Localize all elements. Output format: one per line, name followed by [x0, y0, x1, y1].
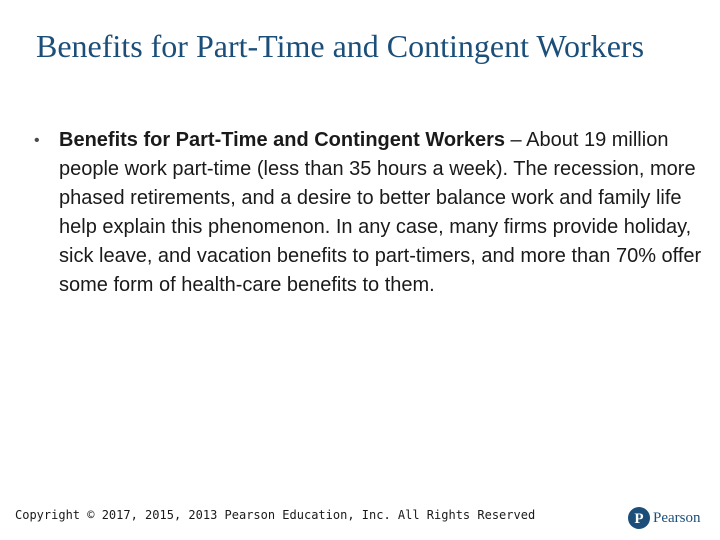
pearson-logo-text: Pearson	[653, 509, 701, 526]
slide-title: Benefits for Part-Time and Contingent Workers	[36, 28, 645, 64]
pearson-logo-icon	[628, 507, 650, 529]
bullet-body-text: – About 19 million people work part-time (less than 35 hours a week). The recession, more phased retirements, and a desire to better balance work and family life help explain this phenomenon. In any case, many firms provide holiday, sick leave, and vacation benefits to part-timers, and more than 70% offer some form of health-care benefits to them.	[59, 129, 702, 296]
bullet-icon: •	[34, 132, 40, 149]
bullet-lead-text: Benefits for Part-Time and Contingent Workers	[59, 129, 505, 151]
copyright-footer: Copyright © 2017, 2015, 2013 Pearson Education, Inc. All Rights Reserved	[15, 508, 536, 522]
bullet-item	[34, 126, 704, 300]
pearson-logo	[628, 505, 701, 531]
bullet-list	[34, 126, 704, 300]
pearson-logo-mark: P	[634, 511, 644, 527]
